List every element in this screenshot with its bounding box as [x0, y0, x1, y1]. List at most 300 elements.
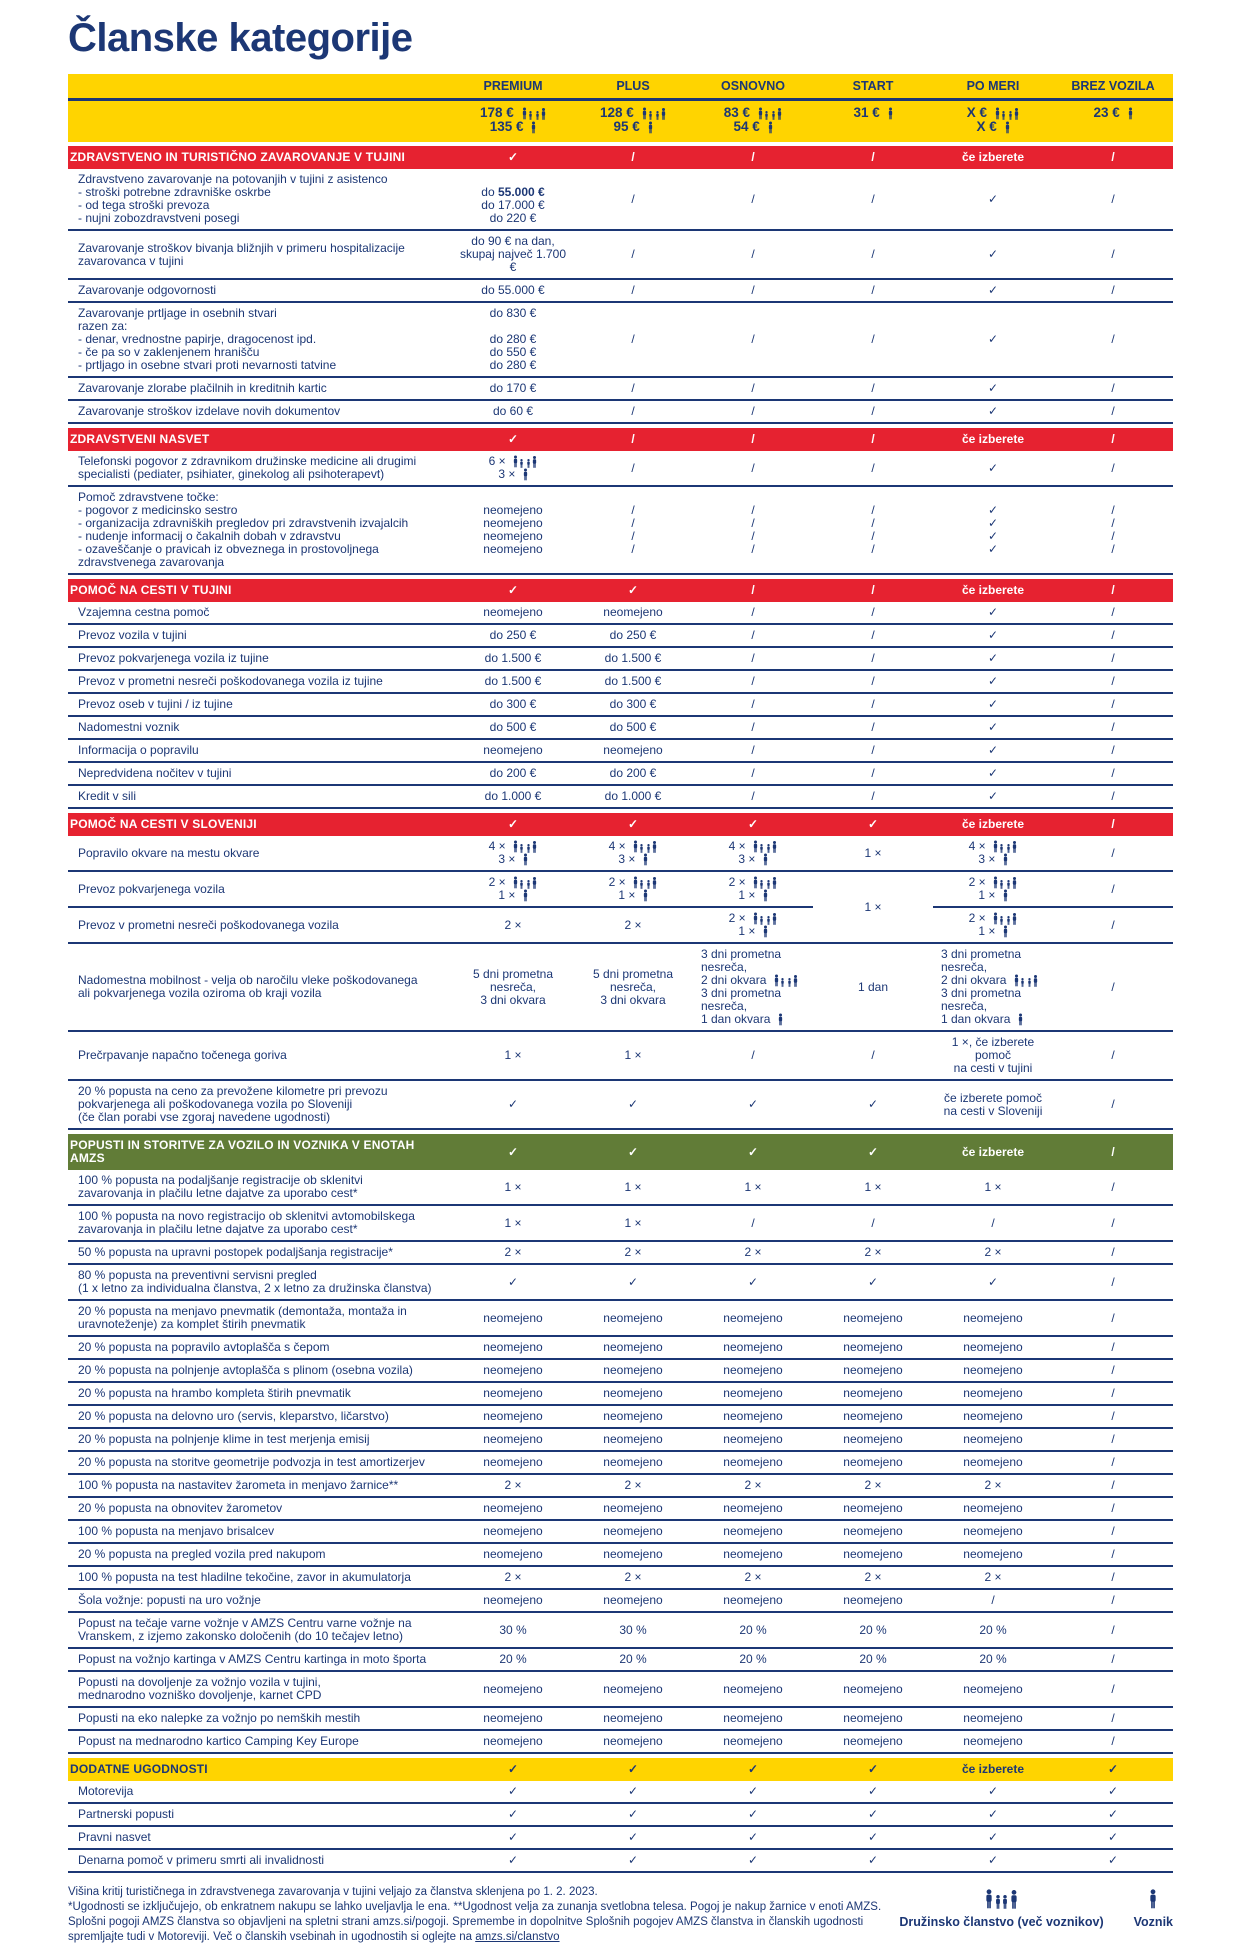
value-cell: 2 ×: [933, 1475, 1053, 1498]
value-cell: [933, 451, 1053, 487]
slash-mark: /: [1111, 1622, 1115, 1637]
value-cell: [693, 694, 813, 717]
driver-icon: [888, 107, 893, 120]
driver-icon: [1003, 889, 1008, 902]
table-row: [68, 1672, 1173, 1708]
table-row: [68, 1613, 1173, 1649]
value-cell: [573, 487, 693, 575]
section-value-cell: [813, 1754, 933, 1781]
table-row: [68, 1301, 1173, 1337]
value-cell: 20 %: [573, 1649, 693, 1672]
section-value-cell: [573, 809, 693, 836]
slash-mark: /: [1111, 1455, 1115, 1469]
value-cell: [693, 1804, 813, 1827]
table-row: [68, 1452, 1173, 1475]
value-cell: neomejeno: [693, 1383, 813, 1406]
value-cell: [693, 625, 813, 648]
slash-mark: /: [751, 1215, 755, 1230]
table-row: [68, 1406, 1173, 1429]
row-label: Motorevija: [68, 1781, 453, 1804]
row-label: 20 % popusta na delovno uro (servis, kleparstvo, ličarstvo): [68, 1406, 453, 1429]
row-label: Popust na tečaje varne vožnje v AMZS Centru varne vožnje na Vranskem, z izjemo zakonsko določenih (do 10 tečajev letno): [68, 1613, 453, 1649]
value-cell: [453, 1804, 573, 1827]
slash-mark: /: [1111, 404, 1115, 418]
value-cell: 1 ×: [933, 1170, 1053, 1206]
check-mark: ✓: [987, 651, 999, 665]
slash-mark: /: [1111, 460, 1115, 475]
value-cell: neomejeno: [453, 740, 573, 763]
value-cell: 1 ×: [453, 1206, 573, 1242]
footnote-line: [68, 1930, 881, 1945]
value-cell: [693, 280, 813, 303]
table-row: [68, 836, 1173, 872]
value-cell: 2 ×: [573, 1567, 693, 1590]
row-label: 20 % popusta na popravilo avtoplašča s čepom: [68, 1337, 453, 1360]
value-cell: neomejeno: [933, 1383, 1053, 1406]
slash-mark: /: [751, 332, 755, 346]
value-cell: [813, 602, 933, 625]
driver-icon: [643, 889, 648, 902]
column-header: PO MERI: [933, 74, 1053, 101]
icon-legend: [899, 1885, 1173, 1929]
slash-mark: /: [751, 674, 755, 688]
value-cell: [813, 378, 933, 401]
slash-mark: /: [1111, 191, 1115, 206]
section-header: ZDRAVSTVENO IN TURISTIČNO ZAVAROVANJE V TUJINI: [68, 142, 453, 169]
check-mark: ✓: [507, 1144, 519, 1159]
value-cell: [453, 1781, 573, 1804]
row-label: Šola vožnje: popusti na uro vožnje: [68, 1590, 453, 1613]
price-cell: 128 € 95 €: [573, 101, 693, 142]
value-cell: [1053, 1544, 1173, 1567]
slash-mark: /: [1111, 332, 1115, 346]
check-mark: ✓: [987, 332, 999, 346]
value-cell: 2 ×: [573, 1475, 693, 1498]
value-cell: 4 × 3 ×: [693, 836, 813, 872]
check-mark: ✓: [987, 283, 999, 297]
value-cell: [933, 1827, 1053, 1850]
value-cell: do 1.500 €: [573, 671, 693, 694]
row-label: Vzajemna cestna pomoč: [68, 602, 453, 625]
value-cell: [1053, 487, 1173, 575]
value-cell: [933, 671, 1053, 694]
slash-mark: /: [1111, 979, 1115, 994]
section-header: POMOČ NA CESTI V SLOVENIJI: [68, 809, 453, 836]
table-row: [68, 763, 1173, 786]
row-label: 20 % popusta na storitve geometrije podvozja in test amortizerjev: [68, 1452, 453, 1475]
slash-mark: /: [631, 503, 635, 517]
row-label: 100 % popusta na menjavo brisalcev: [68, 1521, 453, 1544]
section-value-cell: [693, 809, 813, 836]
value-cell: neomejeno: [573, 1521, 693, 1544]
membership-link[interactable]: amzs.si/clanstvo: [475, 1931, 560, 1943]
value-cell: do 830 € do 280 € do 550 € do 280 €: [453, 303, 573, 378]
check-mark: ✓: [987, 529, 999, 543]
check-mark: ✓: [987, 503, 999, 517]
value-cell: 1 ×, če izberete pomoč na cesti v tujini: [933, 1032, 1053, 1081]
row-label: Prevoz oseb v tujini / iz tujine: [68, 694, 453, 717]
value-cell: [813, 694, 933, 717]
value-cell: neomejeno: [813, 1383, 933, 1406]
value-cell: 1 ×: [453, 1032, 573, 1081]
slash-mark: /: [631, 332, 635, 346]
footnote-line: Višina kritij turističnega in zdravstvenega zavarovanja v tujini veljajo za članstva sklenjena po 1. 2. 2023.: [68, 1886, 598, 1898]
check-mark: ✓: [627, 1762, 639, 1776]
value-cell: [1053, 694, 1173, 717]
check-mark: ✓: [507, 1762, 519, 1776]
section-value-cell: [1053, 424, 1173, 451]
value-cell: 4 × 3 ×: [933, 836, 1053, 872]
table-row: [68, 1850, 1173, 1873]
value-cell: do 1.000 €: [453, 786, 573, 809]
value-cell: 20 %: [813, 1649, 933, 1672]
slash-mark: /: [871, 404, 875, 418]
section-value-cell: [813, 424, 933, 451]
check-mark: ✓: [507, 1274, 519, 1289]
value-cell: 20 %: [453, 1649, 573, 1672]
value-cell: 20 %: [693, 1649, 813, 1672]
check-mark: ✓: [987, 743, 999, 757]
value-cell: [1053, 401, 1173, 424]
value-cell: [1053, 872, 1173, 908]
section-value-cell: [453, 142, 573, 169]
slash-mark: /: [991, 1215, 995, 1230]
row-label: Popravilo okvare na mestu okvare: [68, 836, 453, 872]
value-cell: 1 ×: [573, 1032, 693, 1081]
value-cell: 1 dan: [813, 944, 933, 1032]
value-cell: 3 dni prometna nesreča, 2 dni okvara 3 dni prometna nesreča, 1 dan okvara: [933, 944, 1053, 1032]
value-cell: neomejeno: [933, 1301, 1053, 1337]
slash-mark: /: [751, 743, 755, 757]
value-cell: neomejeno: [573, 1672, 693, 1708]
slash-mark: /: [1111, 817, 1115, 831]
slash-mark: /: [1111, 1593, 1115, 1607]
value-cell: neomejeno: [453, 1452, 573, 1475]
value-cell: 2 × 1 ×: [453, 872, 573, 908]
value-cell: [1053, 451, 1173, 487]
value-cell: neomejeno: [693, 1360, 813, 1383]
row-label: Zavarovanje stroškov izdelave novih dokumentov: [68, 401, 453, 424]
value-cell: 2 ×: [813, 1567, 933, 1590]
value-cell: neomejeno: [693, 1731, 813, 1754]
value-cell: [813, 671, 933, 694]
table-row: [68, 451, 1173, 487]
section-value-cell: [693, 1130, 813, 1170]
value-cell: [573, 378, 693, 401]
section-value-cell: [453, 809, 573, 836]
value-cell: [1053, 625, 1173, 648]
value-cell: [1053, 1265, 1173, 1301]
value-cell: neomejeno: [933, 1544, 1053, 1567]
value-cell: [813, 763, 933, 786]
check-mark: ✓: [627, 1274, 639, 1289]
check-mark: ✓: [987, 1830, 999, 1844]
check-mark: ✓: [867, 1274, 879, 1289]
value-cell: [933, 303, 1053, 378]
slash-mark: /: [751, 529, 755, 543]
value-cell: [573, 1081, 693, 1130]
table-row: [68, 1649, 1173, 1672]
value-cell: [573, 1265, 693, 1301]
value-cell: [813, 169, 933, 231]
check-mark: ✓: [1107, 1784, 1119, 1798]
column-header: START: [813, 74, 933, 101]
value-cell: [813, 625, 933, 648]
legend-item: [899, 1889, 1103, 1929]
slash-mark: /: [751, 1048, 755, 1062]
driver-icon: [648, 121, 653, 134]
row-label: Prevoz pokvarjenega vozila iz tujine: [68, 648, 453, 671]
value-cell: [1053, 378, 1173, 401]
value-cell: [1053, 1781, 1173, 1804]
column-header: PREMIUM: [453, 74, 573, 101]
value-cell: neomejeno: [453, 1708, 573, 1731]
slash-mark: /: [871, 1048, 875, 1062]
row-label: Zdravstveno zavarovanje na potovanjih v tujini z asistenco - stroški potrebne zdravniške oskrbe - od tega stroški prevoza - nujni zobozdravstveni posegi: [68, 169, 453, 231]
value-cell: [933, 378, 1053, 401]
value-cell: neomejeno: [813, 1429, 933, 1452]
value-cell: neomejeno: [693, 1452, 813, 1475]
footnote-text: spremljajte tudi v Motoreviji. Več o članskih vsebinah in ugodnostih si oglejte na: [68, 1931, 476, 1943]
section-band: [68, 424, 1173, 451]
value-cell: [813, 740, 933, 763]
value-cell: [1053, 231, 1173, 280]
value-cell: neomejeno: [693, 1521, 813, 1544]
value-cell: [933, 625, 1053, 648]
check-mark: ✓: [987, 628, 999, 642]
check-mark: ✓: [747, 817, 759, 831]
value-cell: [1053, 1242, 1173, 1265]
value-cell: neomejeno: [693, 1337, 813, 1360]
table-row: [68, 1032, 1173, 1081]
row-label: Zavarovanje stroškov bivanja bližnjih v primeru hospitalizacije zavarovanca v tujini: [68, 231, 453, 280]
slash-mark: /: [751, 697, 755, 711]
slash-mark: /: [751, 247, 755, 261]
value-cell: [573, 169, 693, 231]
price-cell: 31 €: [813, 101, 933, 142]
slash-mark: /: [871, 1215, 875, 1230]
check-mark: ✓: [987, 674, 999, 688]
slash-mark: /: [871, 674, 875, 688]
value-cell: neomejeno: [693, 1672, 813, 1708]
page-title: Članske kategorije: [68, 16, 413, 60]
value-cell: [453, 1081, 573, 1130]
value-cell: neomejeno: [573, 602, 693, 625]
table-row: [68, 872, 1173, 908]
driver-icon: [1003, 853, 1008, 866]
row-label: 20 % popusta na obnovitev žarometov: [68, 1498, 453, 1521]
value-cell: 5 dni prometna nesreča, 3 dni okvara: [453, 944, 573, 1032]
check-mark: ✓: [747, 1144, 759, 1159]
value-cell: neomejeno: [573, 1731, 693, 1754]
membership-comparison-table: [68, 74, 1173, 1873]
value-cell: [933, 169, 1053, 231]
table-row: [68, 1206, 1173, 1242]
slash-mark: /: [871, 432, 875, 446]
row-label: 100 % popusta na test hladilne tekočine, zavor in akumulatorja: [68, 1567, 453, 1590]
value-cell: neomejeno: [813, 1708, 933, 1731]
table-row: [68, 1360, 1173, 1383]
table-row: [68, 1265, 1173, 1301]
check-mark: ✓: [627, 1853, 639, 1867]
value-cell: do 1.500 €: [453, 648, 573, 671]
check-mark: ✓: [987, 381, 999, 395]
table-row: [68, 1521, 1173, 1544]
slash-mark: /: [631, 404, 635, 418]
section-value-cell: [573, 142, 693, 169]
row-label: 100 % popusta na novo registracijo ob sklenitvi avtomobilskega zavarovanja in plačilu letne dajatve za uporabo cest*: [68, 1206, 453, 1242]
slash-mark: /: [1111, 150, 1115, 164]
section-value-cell: [693, 142, 813, 169]
check-mark: ✓: [507, 1853, 519, 1867]
section-header: DODATNE UGODNOSTI: [68, 1754, 453, 1781]
section-value-cell: [693, 424, 813, 451]
row-label: 20 % popusta na hrambo kompleta štirih pnevmatik: [68, 1383, 453, 1406]
value-cell: [693, 763, 813, 786]
check-mark: ✓: [747, 1784, 759, 1798]
table-row: [68, 944, 1173, 1032]
slash-mark: /: [1111, 1340, 1115, 1354]
value-cell: [1053, 671, 1173, 694]
value-cell: [1053, 1383, 1173, 1406]
value-cell: neomejeno: [813, 1672, 933, 1708]
value-cell: [933, 1590, 1053, 1613]
value-cell: [693, 1032, 813, 1081]
check-mark: ✓: [747, 1830, 759, 1844]
value-cell: [1053, 944, 1173, 1032]
check-mark: ✓: [987, 542, 999, 556]
slash-mark: /: [1111, 1097, 1115, 1111]
value-cell: 2 ×: [813, 1475, 933, 1498]
row-label: Popusti na eko nalepke za vožnjo po nemških mestih: [68, 1708, 453, 1731]
driver-icon: [643, 853, 648, 866]
price-cell: 83 € 54 €: [693, 101, 813, 142]
slash-mark: /: [991, 1593, 995, 1607]
slash-mark: /: [1111, 720, 1115, 734]
value-cell: neomejeno: [693, 1708, 813, 1731]
value-cell: neomejeno: [933, 1731, 1053, 1754]
section-value-cell: [453, 1130, 573, 1170]
value-cell: [813, 1804, 933, 1827]
value-cell: [693, 717, 813, 740]
row-label: Denarna pomoč v primeru smrti ali invalidnosti: [68, 1850, 453, 1873]
slash-mark: /: [751, 432, 755, 446]
slash-mark: /: [1111, 283, 1115, 297]
slash-mark: /: [1111, 1363, 1115, 1377]
value-cell: neomejeno: [693, 1406, 813, 1429]
driver-icon: [523, 468, 528, 481]
value-cell: [573, 451, 693, 487]
value-cell: [813, 786, 933, 809]
value-cell: [453, 1850, 573, 1873]
value-cell: [813, 231, 933, 280]
row-label: 100 % popusta na podaljšanje registracije ob sklenitvi zavarovanja in plačilu letne dajatve za uporabo cest*: [68, 1170, 453, 1206]
check-mark: ✓: [1107, 1807, 1119, 1821]
table-row: [68, 1804, 1173, 1827]
check-mark: ✓: [867, 1853, 879, 1867]
row-label: 20 % popusta na polnjenje klime in test merjenja emisij: [68, 1429, 453, 1452]
slash-mark: /: [1111, 432, 1115, 446]
slash-mark: /: [1111, 1711, 1115, 1725]
check-mark: ✓: [1107, 1762, 1119, 1776]
slash-mark: /: [751, 766, 755, 780]
value-cell: do 1.000 €: [573, 786, 693, 809]
driver-icon: [768, 121, 773, 134]
check-mark: ✓: [507, 1097, 519, 1111]
value-cell: [573, 401, 693, 424]
value-cell: [693, 231, 813, 280]
check-mark: ✓: [867, 1144, 879, 1159]
value-cell: [933, 487, 1053, 575]
value-cell: do 170 €: [453, 378, 573, 401]
check-mark: ✓: [627, 1097, 639, 1111]
value-cell: 4 × 3 ×: [453, 836, 573, 872]
check-mark: ✓: [987, 460, 999, 475]
slash-mark: /: [631, 191, 635, 206]
value-cell: [933, 231, 1053, 280]
check-mark: ✓: [867, 1807, 879, 1821]
value-cell: [453, 1827, 573, 1850]
slash-mark: /: [871, 651, 875, 665]
value-cell: [813, 717, 933, 740]
table-row: [68, 1170, 1173, 1206]
slash-mark: /: [1111, 1245, 1115, 1259]
slash-mark: /: [751, 516, 755, 530]
slash-mark: /: [871, 247, 875, 261]
row-label: Kredit v sili: [68, 786, 453, 809]
section-value-cell: [813, 809, 933, 836]
slash-mark: /: [1111, 1274, 1115, 1289]
value-cell: 20 %: [933, 1613, 1053, 1649]
check-mark: ✓: [867, 1830, 879, 1844]
value-cell: [813, 487, 933, 575]
value-cell: 2 ×: [813, 1242, 933, 1265]
slash-mark: /: [871, 332, 875, 346]
section-band: [68, 575, 1173, 602]
value-cell: neomejeno: [813, 1406, 933, 1429]
slash-mark: /: [751, 150, 755, 164]
value-cell: do 1.500 €: [573, 648, 693, 671]
column-header: OSNOVNO: [693, 74, 813, 101]
slash-mark: /: [1111, 1144, 1115, 1159]
value-cell: 20 %: [813, 1613, 933, 1649]
slash-mark: /: [1111, 1215, 1115, 1230]
table-row: [68, 1498, 1173, 1521]
check-mark: ✓: [987, 1274, 999, 1289]
row-label: Prečrpavanje napačno točenega goriva: [68, 1032, 453, 1081]
value-cell: 2 × 1 ×: [933, 908, 1053, 944]
value-cell: neomejeno: [573, 1337, 693, 1360]
check-mark: ✓: [987, 1807, 999, 1821]
slash-mark: /: [631, 150, 635, 164]
value-cell: [813, 280, 933, 303]
check-mark: ✓: [987, 191, 999, 206]
slash-mark: /: [1111, 1652, 1115, 1666]
row-label: 20 % popusta na ceno za prevožene kilometre pri prevozu pokvarjenega ali poškodovanega vozila po Sloveniji (če član porabi vse zgoraj navedene ugodnosti): [68, 1081, 453, 1130]
value-cell: [573, 1827, 693, 1850]
value-cell: [693, 378, 813, 401]
value-cell: 2 ×: [693, 1475, 813, 1498]
value-cell: [813, 1206, 933, 1242]
section-value-cell: [813, 142, 933, 169]
value-cell: 2 × 1 ×: [693, 872, 813, 908]
value-cell: [1053, 1804, 1173, 1827]
value-cell: [1053, 1360, 1173, 1383]
footnotes: [68, 1885, 881, 1945]
slash-mark: /: [1111, 1681, 1115, 1696]
section-value-cell: [1053, 142, 1173, 169]
slash-mark: /: [871, 542, 875, 556]
